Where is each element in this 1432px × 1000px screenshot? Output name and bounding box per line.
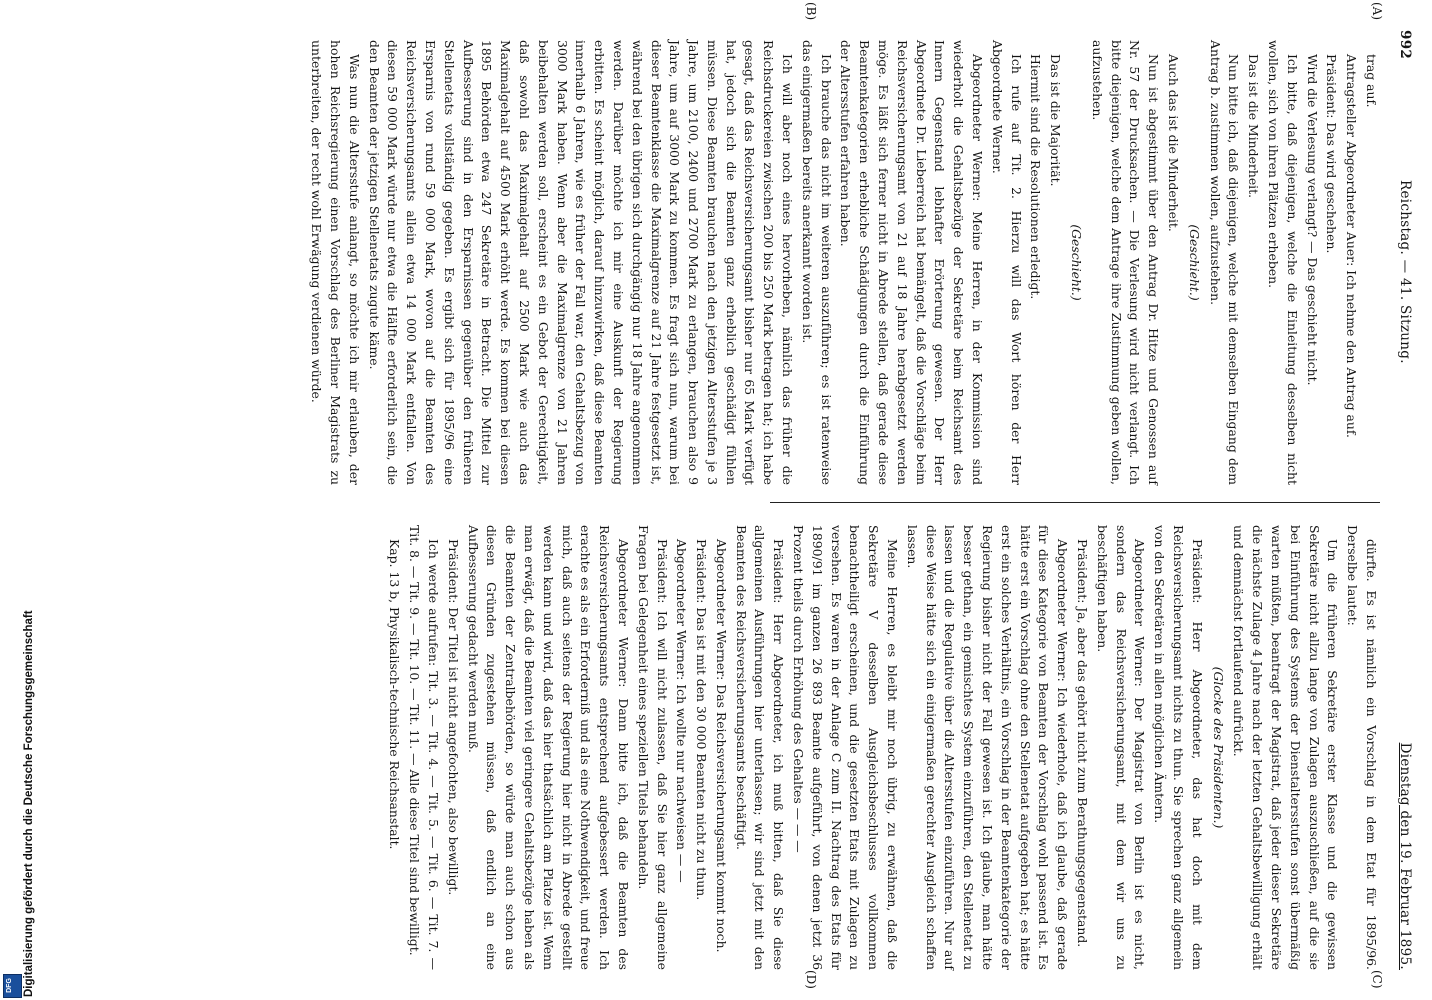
right-column-paragraph: (Glocke des Präsidenten.) [1210, 666, 1226, 829]
left-column-paragraph: Abgeordneter Werner: Meine Herren, in der Kommission sind wiederholt die Gehaltsbezüge der Sekretäre beim Reichsamt des Innern Gegenstand lebhafter Erörterung gewesen. Der Herr Abgeordnete Dr. Lieberreich hat bemängelt, daß die Vorschläge beim Reichsversicherungsamt von 21 auf 18 Jahre herabgesetzt werden möge. Es läßt sich ferner nicht in Abrede stellen, daß gerade diese Beamtenkategorien erhebliche Schädigungen durch die Einführung der Altersstufen erfahren haben. [838, 40, 986, 485]
left-column-paragraph: Antragsteller Abgeordneter Auer: Ich nehme den Antrag auf. [1344, 54, 1360, 438]
right-column-paragraph: Abgeordneter Werner: Ich wiederhole, daß ich glaube, daß gerade für diese Kategorie von Beamten der Vorschlag wohl passend ist. Es hätte erst ein Vorschlag ohne den Stellenetat aufgegeben hat; es hätte erst ein solches Verhältnis, ein Vorschlag in der Beamtenkategorie der Regierung bisher nicht der Fall gewesen ist. Ich glaube, man hätte besser gethan, ein gemischtes System einzuführen, den Stellenetat zu lassen und die Regulative über die Altersstufen einzuführen. Nur auf diese Weise hätte sich ein einigermaßen gerechter Ausgleich schaffen lassen. [904, 525, 1071, 970]
right-column-paragraph: Abgeordneter Werner: Der Magistrat von Berlin ist es nicht, sondern das Reichsversicherungsamt, mit dem wir uns zu beschäftigen haben. [1094, 525, 1148, 970]
left-column-paragraph: trag auf. [1364, 54, 1379, 108]
left-column [305, 40, 1380, 485]
left-column-paragraph: Ich will aber noch eines hervorheben, nämlich das früher die Reichsdruckereien zwischen 200 bis 250 Mark betragen hat; ich habe gesagt, daß das Reichsversicherungsamt bisher nur 65 Mark verfügt hat, jedoch sich die Beamten ganz erheblich geschädigt fühlen müssen. Diese Beamten brauchen nach den jetzigen Altersstufen je 3 Jahre, um 2100, 2400 und 2700 Mark zu erlangen, brauchen also 9 Jahre, um auf 3000 Mark zu kommen. Es fragt sich nun, warum bei dieser Beamtenklasse die Maximalgrenze auf 21 Jahre festgesetzt ist, während bei den übrigen sich durchgängig nur 18 Jahre angenommen werden. Darüber möchte ich mir eine Auskunft der Regierung erbitten. Es scheint möglich, darauf hinzuwirken, daß diese Beamten innerhalb 6 Jahren, wie es früher der Fall war, den Gehaltsbezug von 3000 Mark haben. Wenn aber die Maximalgrenze von 21 Jahren beibehalten werden soll, erscheint es ein Gebot der Gerechtigkeit, daß sowohl das Maximalgehalt auf 2500 Mark wie auch das Maximalgehalt auf 4500 Mark erhöht werde. Es kommen bei diesen 1895 Behörden etwa 247 Sekretäre in Betracht. Die Mittel zur Aufbesserung sind in den Ersparnissen gegenüber den früheren Stellenetats vollständig gegeben. Es ergibt sich für 1895/96 eine Ersparnis von rund 59 000 Mark, wovon auf die Beamten des Reichsversicherungsamts allein etwa 14 000 Mark entfallen. Von diesen 59 000 Mark würde nur etwa die Hälfte erforderlich sein, die den Beamten der jetzigen Stellenetats zugute käme. [366, 40, 796, 485]
column-divider [770, 502, 1380, 503]
left-column-paragraph: Nun ist abgestimmt über den Antrag Dr. Hitze und Genossen auf Nr. 57 der Drucksachen. — Die Verlesung wird nicht verlangt. Ich bitte diejenigen, welche dem Antrage ihre Zustimmung geben wollen, aufzustehen. [1089, 40, 1162, 485]
left-column-paragraph: Nun bitte ich, daß diejenigen, welche mit demselben Eingang dem Antrag b. zustimmen wollen, aufzustehen. [1207, 40, 1242, 485]
right-column-paragraph: dürfte. Es ist nämlich ein Vorschlag in dem Etat für 1895/96. Derselbe lautet: [1345, 525, 1379, 970]
left-column-paragraph: Ich rufe auf Tit. 2. Hierzu will das Wort hören der Herr Abgeordnete Werner. [989, 40, 1024, 485]
right-column-paragraph: Präsident: Herr Abgeordneter, das hat doch mit dem Reichsversicherungsamt nichts zu thun. Sie sprechen ganz allgemein von den Sekretären in allen möglichen Ämtern. [1152, 525, 1205, 970]
left-column-paragraph: Was nun die Altersstufe anlangt, so möchte ich mir erlauben, der hohen Reichsregierung einen Vorschlag des Berliner Magistrats zu unterbreiten, der recht wohl Erwägung verdienen würde. [309, 40, 362, 485]
left-column-paragraph: (Geschieht.) [1186, 224, 1202, 301]
left-column-paragraph: Wird die Verlesung verlangt? — Das geschieht nicht. [1304, 54, 1320, 386]
right-column-paragraph: Präsident: Das ist mit den 30 000 Beamten nicht zu thun. [694, 539, 710, 901]
digitization-strip [6, 2, 35, 1000]
margin-marker-a: (A) [1370, 2, 1384, 21]
left-column-paragraph: Auch das ist die Minderheit. [1166, 54, 1182, 232]
right-column-paragraph: Meine Herren, es bleibt mir noch übrig, zu erwähnen, daß die Sekretäre V desselben Ausgleichsbeschlusses vollkommen benachtheiligt erscheinen, und die gesetzten Etats mit Zulagen zu versehen. Es waren in der Anlage C zum II. Nachtrag des Etats für 1890/91 im ganzen 26 893 Beamte aufgeführt, von denen jetzt 36 Prozent theils durch Erhöhung des Gehaltes — — — [791, 525, 901, 970]
left-column-paragraph: Das ist die Majorität. [1048, 54, 1064, 187]
session-date: Dienstag den 19. Februar 1895. [1397, 742, 1413, 970]
left-column-paragraph: Präsident: Das wird geschehen. [1324, 54, 1340, 254]
left-column-paragraph: Hiermit sind die Resolutionen erledigt. [1028, 54, 1044, 300]
right-column-paragraph: Kap. 13 b, Physikalisch-technische Reichsanstalt. [387, 539, 403, 850]
page-number: 992 [1397, 30, 1413, 60]
right-column-paragraph: Abgeordneter Werner: Dann bitte ich, daß die Beamten des Reichsversicherungsamts entsprechend aufgebessert werden. Ich erachte es als ein Erforderniß und als eine Nothwendigkeit, und freue mich, daß auch seitens der Regierung hier nicht in Abrede gestellt werden kann und wird, daß das hier thatsächlich am Platze ist. Wenn man erwägt, daß die Beamten viel geringere Gehaltsbezüge haben als die Beamten der Zentralbehörden, so würde man auch schon aus diesen Gründen zugestehen müssen, daß endlich an eine Aufbesserung gedacht werden muß. [465, 525, 631, 970]
right-column-paragraph: Ich werde aufrufen: Tit. 3. — Tit. 4. — Tit. 5. — Tit. 6. — Tit. 7. — Tit. 8. — Tit. 9. — Tit. 10. — Tit. 11. — Alle diese Titel sind bewilligt. [407, 525, 441, 970]
left-column-paragraph: (Geschieht.) [1069, 224, 1085, 301]
margin-marker-b: (B) [804, 2, 818, 21]
right-column-paragraph: Um die früheren Sekretäre erster Klasse und die gewissen Sekretäre nicht allzu lange von Zulagen auszuschließen, auf die sie bei Einführung des Systems der Dienstaltersstufen sonst übermäßig warten müßten, beantragt der Magistrat, daß jeder dieser Sekretäre die nächste Zulage 4 Jahre nach der letzten Gehaltsbewilligung erhält und demnächst fortlaufend aufrückt. [1231, 525, 1341, 970]
right-column-paragraph: Präsident: Ich will nicht zulassen, daß Sie hier ganz allgemeine Fragen bei Gelegenheit eines speziellen Titels behandeln. [635, 525, 670, 970]
right-column-paragraph: Abgeordneter Werner: Das Reichsversicherungsamt kommt noch. [713, 539, 729, 953]
left-column-paragraph: Das ist die Minderheit. [1246, 54, 1262, 199]
rotated-page [16, 0, 1416, 1000]
right-column-paragraph: Präsident: Ja, aber das gehört nicht zum Berathungsgegenstand. [1075, 539, 1091, 948]
right-column [384, 525, 1380, 970]
right-column-paragraph: Präsident: Herr Abgeordneter, ich muß bitten, daß Sie diese allgemeinen Ausführungen hier unterlassen; wir sind jetzt mit den Beamten des Reichsversicherungsamts beschäftigt. [733, 525, 787, 970]
dfg-logo [3, 974, 22, 998]
running-head [1392, 30, 1416, 970]
left-column-paragraph: Ich bitte, daß diejenigen, welche die Einleitung desselben nicht wollen, sich von ihren Plätzen erheben. [1266, 40, 1300, 485]
left-column-paragraph: Ich brauche das nicht im weiteren auszuführen; es ist ratenweise das einigermaßen bereits anerkannt worden ist. [799, 40, 834, 485]
margin-marker-c: (C) [1370, 970, 1384, 989]
margin-marker-d: (D) [804, 970, 818, 989]
right-column-paragraph: Präsident: Der Titel ist nicht angefochten, also bewilligt. [445, 539, 461, 896]
digitization-note: Digitalisierung gefördert durch die Deutsche Forschungsgemeinschaft [23, 610, 35, 997]
session-title: Reichstag. — 41. Sitzung. [1397, 180, 1413, 364]
dfg-logo-text: DFG [5, 978, 13, 993]
right-column-paragraph: Abgeordneter Werner: Ich wollte nur nachweisen — — [674, 539, 690, 883]
